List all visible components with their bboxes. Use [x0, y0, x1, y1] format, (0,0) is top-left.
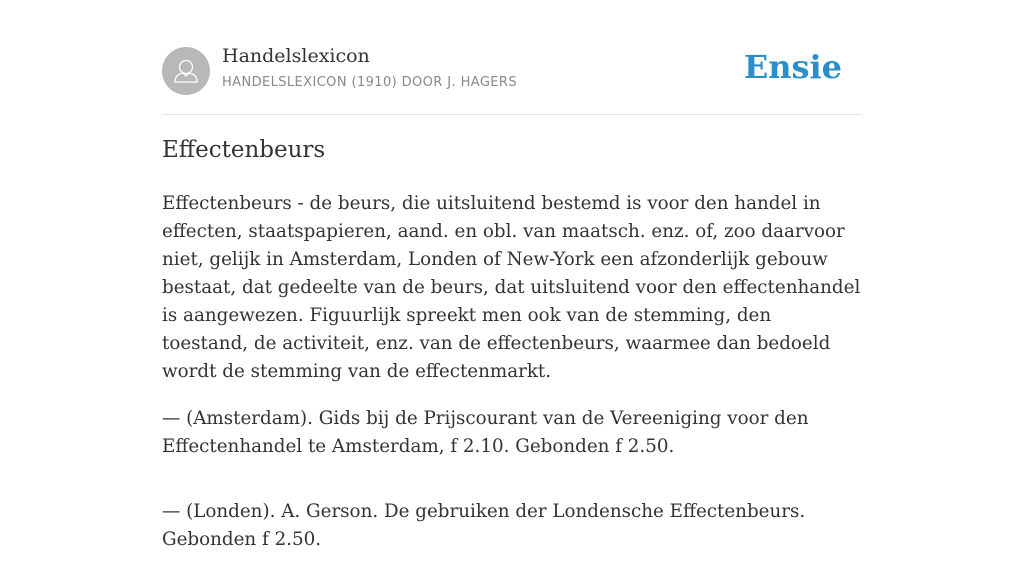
article-body [162, 190, 862, 573]
article-paragraph: — (Amsterdam). Gids bij de Prijscourant van de Vereeniging voor den Effectenhandel te Amsterdam, f 2.10. Gebonden f 2.50. [162, 408, 809, 457]
source-subtitle: HANDELSLEXICON (1910) DOOR J. HAGERS [222, 75, 517, 90]
user-icon[interactable] [162, 47, 210, 95]
page-container [162, 0, 862, 550]
article-paragraph: — (Londen). A. Gerson. De gebruiken der Londensche Effectenbeurs. Gebonden f 2.50. [162, 501, 806, 550]
source-name[interactable]: Handelslexicon [222, 45, 370, 67]
article-paragraph: Effectenbeurs - de beurs, die uitsluitend bestemd is voor den handel in effecten, staatspapieren, aand. en obl. van maatsch. enz. of, zoo daarvoor niet, gelijk in Amsterdam, Londen of New-York een afzonderlijk gebouw bestaat, dat gedeelte van de beurs, dat uitsluitend voor den effectenhandel is aangewezen. Figuurlijk spreekt men ook van de stemming, den toestand, de activiteit, enz. van de effectenbeurs, waarmee dan bedoeld wordt de stemming van de effectenmarkt. [162, 193, 861, 382]
article-title: Effectenbeurs [162, 137, 326, 163]
ensie-logo[interactable]: Ensie [743, 48, 842, 86]
source-header [162, 0, 862, 115]
